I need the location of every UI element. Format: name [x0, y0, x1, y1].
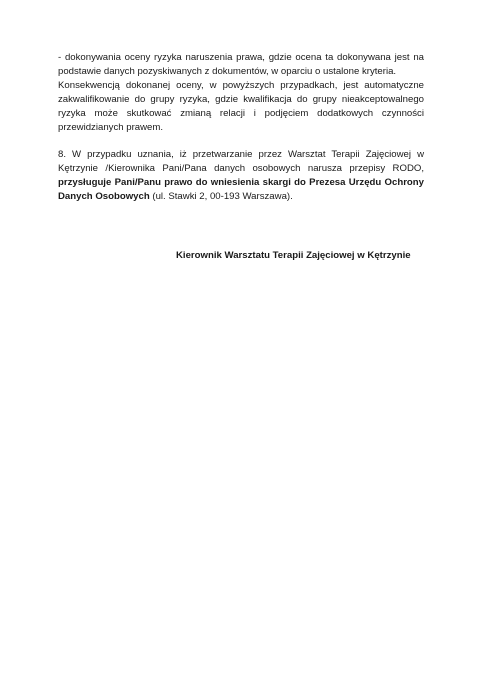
signature-line: Kierownik Warsztatu Terapii Zajęciowej w Kętrzynie [176, 250, 411, 261]
paragraph-spacer [58, 134, 424, 148]
paragraph-complaint-right [58, 148, 424, 204]
point8-intro-text: 8. W przypadku uznania, iż przetwarzanie przez Warsztat Terapii Zajęciowej w Kętrzynie /Kierownika Pani/Pana danych osobowych narusza przepisy RODO, [58, 149, 424, 175]
paragraph-risk-assessment: - dokonywania oceny ryzyka naruszenia prawa, gdzie ocena ta dokonywana jest na podstawie danych pozyskiwanych z dokumentów, w oparciu o ustalone kryteria. [58, 52, 424, 77]
point8-complaint-right-text: przysługuje Pani/Panu prawo do wniesienia skargi do Prezesa Urzędu Ochrony Danych Osobowych [58, 177, 424, 203]
paragraph-consequence: Konsekwencją dokonanej oceny, w powyższych przypadkach, jest automatyczne zakwalifikowanie do grupy ryzyka, gdzie kwalifikacja do grupy nieakceptowalnego ryzyka może skutkować zmianą relacji i podjęciem dodatkowych czynności przewidzianych prawem. [58, 79, 424, 133]
document-body [58, 51, 424, 204]
point8-address-text: (ul. Stawki 2, 00-193 Warszawa). [149, 191, 293, 203]
